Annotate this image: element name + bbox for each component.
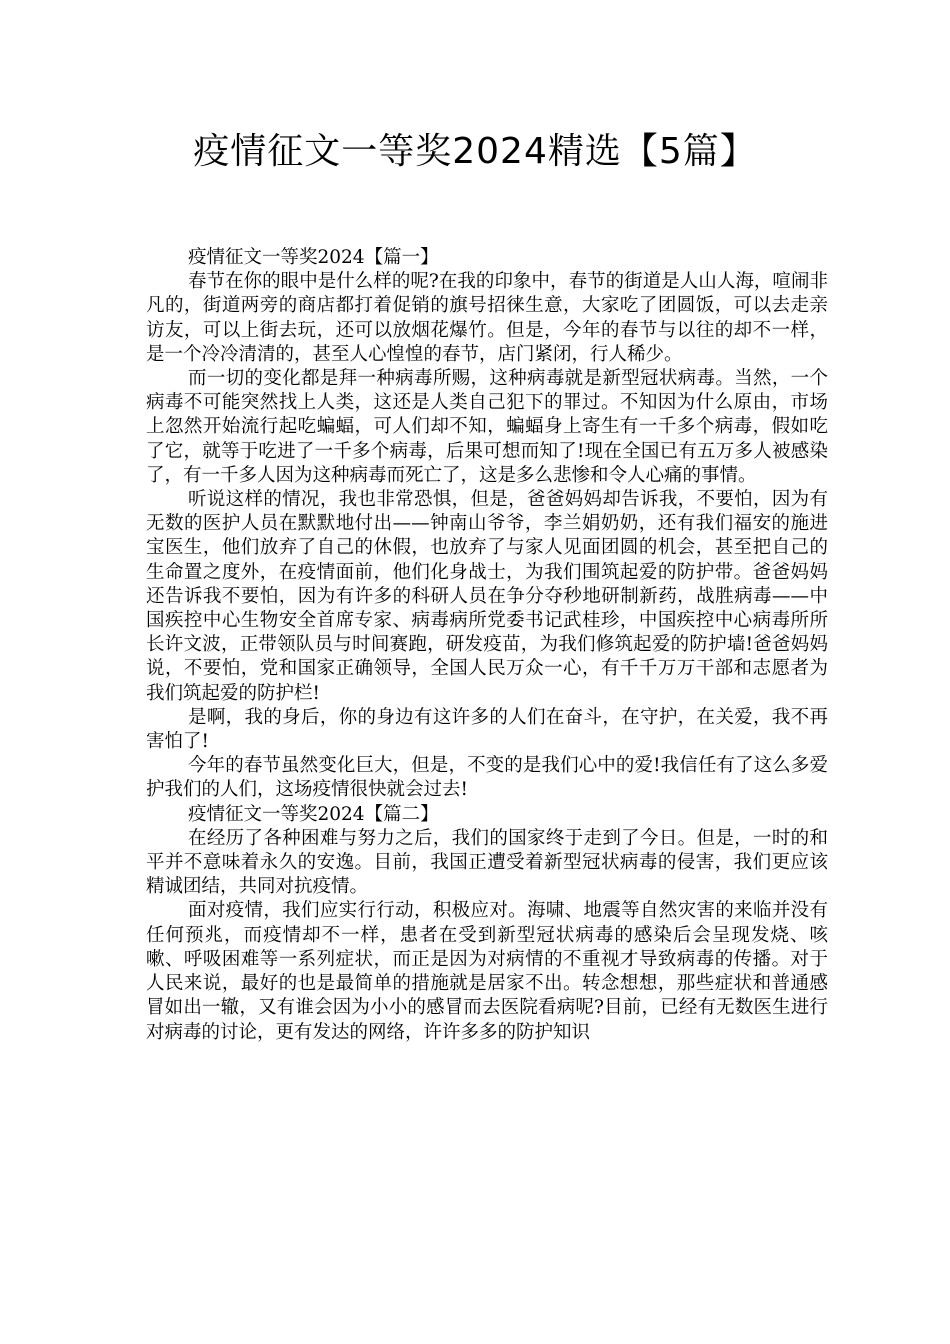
- document-body: [146, 246, 828, 1045]
- paragraph: 今年的春节虽然变化巨大，但是，不变的是我们心中的爱!我信任有了这么多爱护我们的人们，这场疫情很快就会过去!: [146, 755, 828, 801]
- section-heading-2: 疫情征文一等奖2024【篇二】: [188, 803, 439, 825]
- document-title: 疫情征文一等奖2024精选【5篇】: [193, 131, 757, 172]
- paragraph: 是啊，我的身后，你的身边有这许多的人们在奋斗，在守护，在关爱，我不再害怕了!: [146, 706, 828, 753]
- paragraph: 在经历了各种困难与努力之后，我们的国家终于走到了今日。但是，一时的和平并不意味着永久的安逸。目前，我国正遭受着新型冠状病毒的侵害，我们更应该精诚团结，共同对抗疫情。: [146, 827, 828, 898]
- paragraph: 面对疫情，我们应实行行动，积极应对。海啸、地震等自然灾害的来临并没有任何预兆，而疫情却不一样，患者在受到新型冠状病毒的感染后会呈现发烧、咳嗽、呼吸困难等一系列症状，而正是因为对病情的不重视才导致病毒的传播。对于人民来说，最好的也是最简单的措施就是居家不出。转念想想，那些症状和普通感冒如出一辙，又有谁会因为小小的感冒而去医院看病呢?目前，已经有无数医生进行对病毒的讨论，更有发达的网络，许许多多的防护知识: [146, 900, 828, 1043]
- section-heading-1: 疫情征文一等奖2024【篇一】: [188, 247, 439, 268]
- paragraph: 而一切的变化都是拜一种病毒所赐，这种病毒就是新型冠状病毒。当然，一个病毒不可能突然找上人类，这还是人类自己犯下的罪过。不知因为什么原由，市场上忽然开始流行起吃蝙蝠，可人们却不知，蝙蝠身上寄生有一千多个病毒，假如吃了它，就等于吃进了一千多个病毒，后果可想而知了!现在全国已有五万多人被感染了，有一千多人因为这种病毒而死亡了，这是多么悲惨和令人心痛的事情。: [146, 368, 828, 486]
- paragraph: 春节在你的眼中是什么样的呢?在我的印象中，春节的街道是人山人海，喧闹非凡的，街道两旁的商店都打着促销的旗号招徕生意，大家吃了团圆饭，可以去走亲访友，可以上街去玩，还可以放烟花爆竹。但是，今年的春节与以往的却不一样，是一个冷冷清清的，甚至人心惶惶的春节，店门紧闭，行人稀少。: [146, 271, 828, 365]
- paragraph: 听说这样的情况，我也非常恐惧，但是，爸爸妈妈却告诉我，不要怕，因为有无数的医护人员在默默地付出——钟南山爷爷，李兰娟奶奶，还有我们福安的施进宝医生，他们放弃了自己的休假，也放弃了与家人见面团圆的机会，甚至把自己的生命置之度外，在疫情面前，他们化身战士，为我们围筑起爱的防护带。爸爸妈妈还告诉我不要怕，因为有许多的科研人员在争分夺秒地研制新药，战胜病毒——中国疾控中心生物安全首席专家、病毒病所党委书记武桂珍，中国疾控中心病毒所所长许文波，正带领队员与时间赛跑，研发疫苗，为我们修筑起爱的防护墙!爸爸妈妈说，不要怕，党和国家正确领导，全国人民万众一心，有千千万万干部和志愿者为我们筑起爱的防护栏!: [146, 489, 828, 704]
